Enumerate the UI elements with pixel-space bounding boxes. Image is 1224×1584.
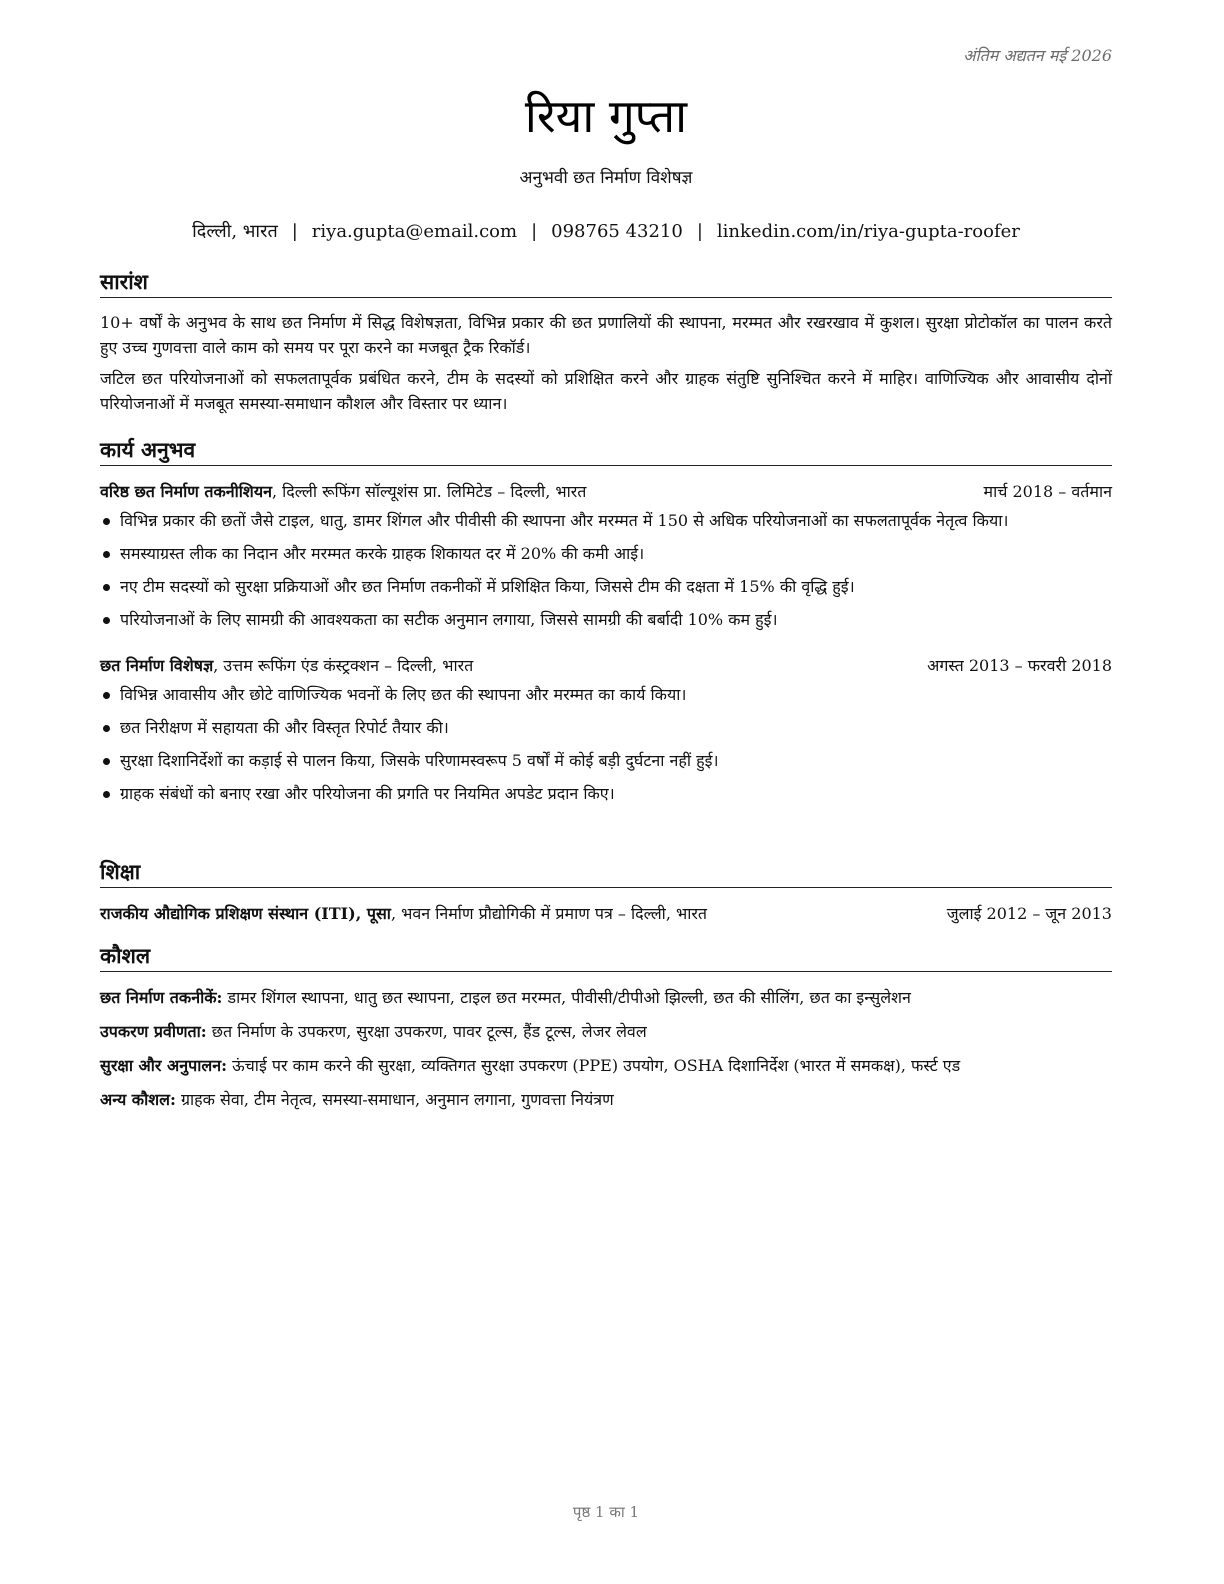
contact-separator: | (531, 221, 538, 242)
job-bullet (100, 607, 1112, 632)
job-bullets (100, 682, 1112, 806)
job-bullet (100, 508, 1112, 533)
job-bullet-text: नए टीम सदस्यों को सुरक्षा प्रक्रियाओं और छत निर्माण तकनीकों में प्रशिक्षित किया, जिससे टीम की दक्षता में 15% की वृद्धि हुई। (120, 577, 855, 596)
summary-paragraph: 10+ वर्षों के अनुभव के साथ छत निर्माण में सिद्ध विशेषज्ञता, विभिन्न प्रकार की छत प्रणालियों की स्थापना, मरम्मत और रखरखाव में कुशल। सुरक्षा प्रोटोकॉल का पालन करते हुए उच्च गुणवत्ता वाले काम को समय पर पूरा करने का मजबूत ट्रैक रिकॉर्ड। (100, 313, 1112, 357)
contact-separator: | (696, 221, 703, 242)
job-bullet-text: विभिन्न प्रकार की छतों जैसे टाइल, धातु, डामर शिंगल और पीवीसी की स्थापना और मरम्मत में 150 से अधिक परियोजनाओं का सफलतापूर्वक नेतृत्व किया। (120, 511, 1009, 530)
job-bullet (100, 781, 1112, 806)
bullet-icon (103, 692, 110, 699)
job-entry (100, 654, 1112, 806)
skill-label: अन्य कौशल: (100, 1090, 176, 1109)
contact-separator: | (291, 221, 298, 242)
job-header (100, 654, 1112, 678)
contact-location: दिल्ली, भारत (192, 221, 278, 242)
job-dates: अगस्त 2013 – फरवरी 2018 (927, 656, 1112, 675)
skill-line (100, 986, 1112, 1010)
job-bullet (100, 715, 1112, 740)
skill-value: ग्राहक सेवा, टीम नेतृत्व, समस्या-समाधान, अनुमान लगाना, गुणवत्ता नियंत्रण (175, 1090, 614, 1109)
skill-value: डामर शिंगल स्थापना, धातु छत स्थापना, टाइल छत मरम्मत, पीवीसी/टीपीओ झिल्ली, छत की सीलिंग, छत का इन्सुलेशन (222, 988, 911, 1007)
job-bullet (100, 682, 1112, 707)
bullet-icon (103, 758, 110, 765)
skill-label: सुरक्षा और अनुपालन: (100, 1056, 227, 1075)
job-bullet (100, 541, 1112, 566)
contact-line (100, 220, 1112, 244)
education-entry (100, 902, 1112, 926)
job-bullet-text: विभिन्न आवासीय और छोटे वाणिज्यिक भवनों के लिए छत की स्थापना और मरम्मत का कार्य किया। (120, 685, 687, 704)
job-bullet (100, 748, 1112, 773)
last-updated: अंतिम अद्यतन मई 2026 (963, 46, 1112, 65)
skills-list (100, 986, 1112, 1112)
job-entry (100, 480, 1112, 632)
skills-title: कौशल (100, 942, 1112, 972)
summary-title: सारांश (100, 268, 1112, 298)
experience-section (100, 436, 1112, 814)
job-header (100, 480, 1112, 504)
bullet-icon (103, 518, 110, 525)
summary-section (100, 268, 1112, 416)
bullet-icon (103, 791, 110, 798)
resume-page (100, 0, 1112, 1584)
skill-value: ऊंचाई पर काम करने की सुरक्षा, व्यक्तिगत सुरक्षा उपकरण (PPE) उपयोग, OSHA दिशानिर्देश (भारत में समकक्ष), फर्स्ट एड (227, 1056, 961, 1075)
job-bullet (100, 574, 1112, 599)
job-role: वरिष्ठ छत निर्माण तकनीशियन (100, 482, 272, 501)
experience-title: कार्य अनुभव (100, 436, 1112, 466)
skills-section (100, 942, 1112, 1122)
job-role: छत निर्माण विशेषज्ञ (100, 656, 214, 675)
summary-paragraph: जटिल छत परियोजनाओं को सफलतापूर्वक प्रबंधित करने, टीम के सदस्यों को प्रशिक्षित करने और ग्राहक संतुष्टि सुनिश्चित करने में माहिर। वाणिज्यिक और आवासीय दोनों परियोजनाओं में मजबूत समस्या-समाधान कौशल और विस्तार पर ध्यान। (100, 369, 1112, 413)
candidate-name: रिया गुप्ता (524, 89, 688, 143)
job-dates: मार्च 2018 – वर्तमान (983, 482, 1112, 501)
job-bullets (100, 508, 1112, 632)
bullet-icon (103, 725, 110, 732)
candidate-tagline: अनुभवी छत निर्माण विशेषज्ञ (519, 168, 693, 188)
education-dates: जुलाई 2012 – जून 2013 (946, 904, 1112, 923)
bullet-icon (103, 551, 110, 558)
education-institution: राजकीय औद्योगिक प्रशिक्षण संस्थान (ITI), पूसा (100, 904, 391, 923)
job-company: , दिल्ली रूफिंग सॉल्यूशंस प्रा. लिमिटेड – दिल्ली, भारत (271, 482, 587, 501)
job-bullet-text: समस्याग्रस्त लीक का निदान और मरम्मत करके ग्राहक शिकायत दर में 20% की कमी आई। (120, 544, 645, 563)
education-detail: , भवन निर्माण प्रौद्योगिकी में प्रमाण पत्र – दिल्ली, भारत (390, 904, 708, 923)
job-bullet-text: ग्राहक संबंधों को बनाए रखा और परियोजना की प्रगति पर नियमित अपडेट प्रदान किए। (120, 784, 615, 803)
skill-line (100, 1088, 1112, 1112)
skill-line (100, 1054, 1112, 1078)
job-company: , उत्तम रूफिंग एंड कंस्ट्रक्शन – दिल्ली, भारत (213, 656, 474, 675)
education-title: शिक्षा (100, 858, 1112, 888)
page-number: पृष्ठ 1 का 1 (572, 1503, 640, 1521)
bullet-icon (103, 617, 110, 624)
job-bullet-text: छत निरीक्षण में सहायता की और विस्तृत रिपोर्ट तैयार की। (120, 718, 449, 737)
skill-value: छत निर्माण के उपकरण, सुरक्षा उपकरण, पावर टूल्स, हैंड टूल्स, लेजर लेवल (206, 1022, 647, 1041)
job-bullet-text: परियोजनाओं के लिए सामग्री की आवश्यकता का सटीक अनुमान लगाया, जिससे सामग्री की बर्बादी 10% कम हुई। (120, 610, 778, 629)
skill-line (100, 1020, 1112, 1044)
contact-phone[interactable]: 098765 43210 (551, 221, 683, 242)
skill-label: छत निर्माण तकनीकें: (100, 988, 223, 1007)
education-section (100, 858, 1112, 926)
contact-linkedin[interactable]: linkedin.com/in/riya-gupta-roofer (716, 221, 1020, 242)
bullet-icon (103, 584, 110, 591)
contact-email[interactable]: riya.gupta@email.com (311, 221, 518, 242)
skill-label: उपकरण प्रवीणता: (100, 1022, 207, 1041)
job-bullet-text: सुरक्षा दिशानिर्देशों का कड़ाई से पालन किया, जिसके परिणामस्वरूप 5 वर्षों में कोई बड़ी दुर्घटना नहीं हुई। (120, 751, 719, 770)
